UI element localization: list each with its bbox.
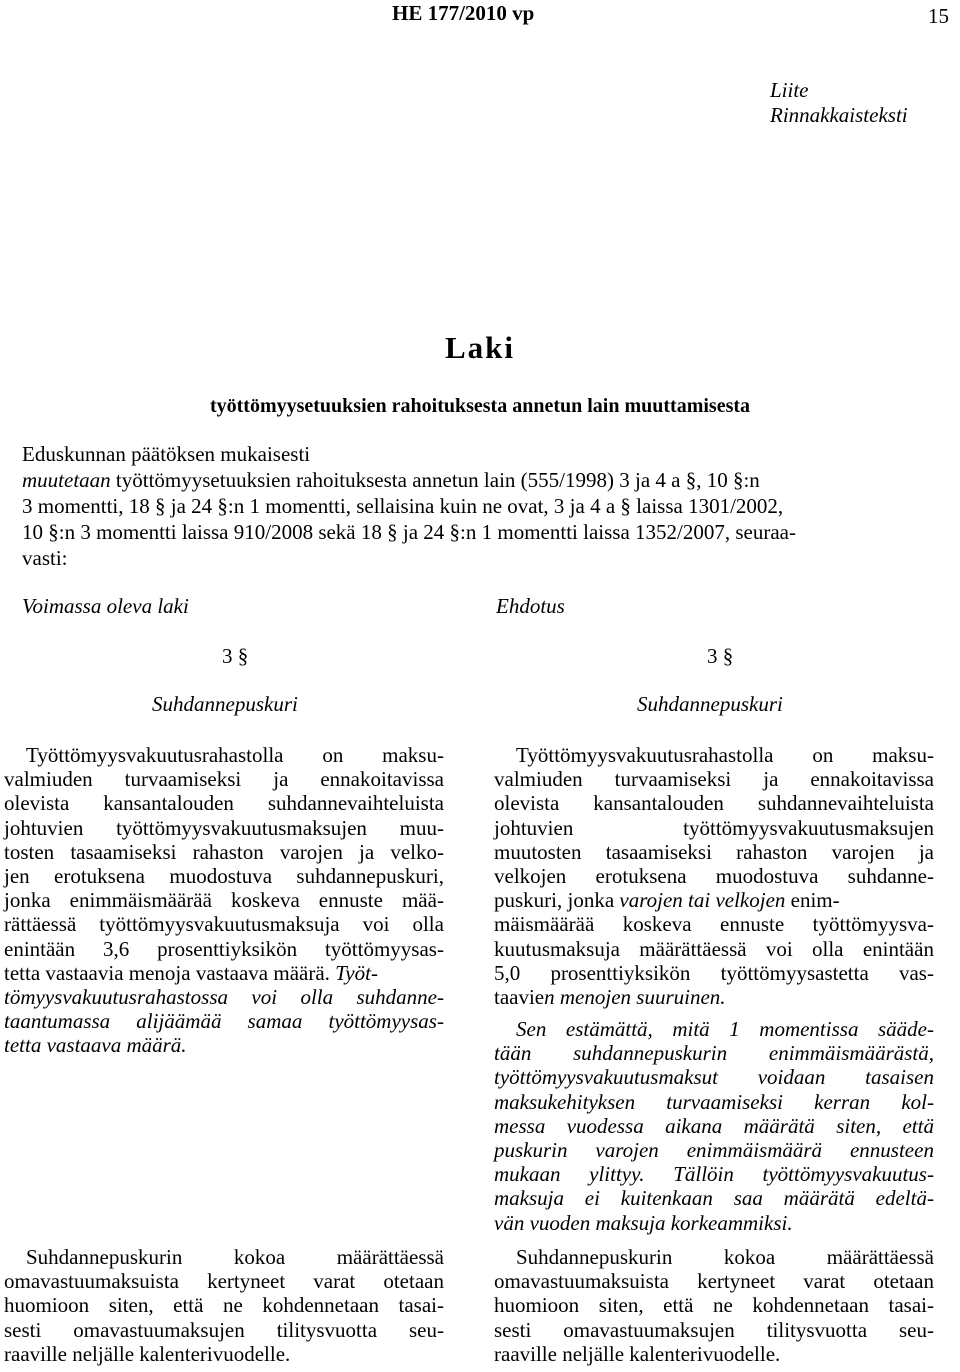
text-line <box>4 1009 444 1033</box>
text-run: raaville neljälle kalenterivuodelle. <box>494 1341 781 1366</box>
text-run: mäismäärää koskeva ennuste työttömyysva- <box>494 912 934 937</box>
text-line <box>494 937 934 961</box>
text-run: olevista kansantalouden suhdannevaihteluista <box>4 791 444 816</box>
text-run: varojen tai velkojen <box>619 888 786 913</box>
text-line <box>4 1269 444 1293</box>
text-line <box>4 840 444 864</box>
preamble-italic: muutetaan <box>22 468 111 492</box>
text-line <box>4 937 444 961</box>
text-run: jonka enimmäismäärää koskeva ennuste mää- <box>4 888 444 913</box>
text-run: sesti omavastuumaksujen tilitysvuotta seu- <box>494 1317 934 1342</box>
text-run: omavastuumaksuista kertyneet varat otetaan <box>494 1269 934 1294</box>
text-line <box>494 1065 934 1089</box>
text-run: olevista kansantalouden suhdannevaihteluista <box>494 791 934 816</box>
text-line <box>494 1293 934 1317</box>
text-run: maksukehityksen turvaamiseksi kerran kol- <box>494 1089 934 1114</box>
text-run: Sen estämättä, mitä 1 momentissa sääde- <box>516 1017 934 1041</box>
preamble-line <box>22 467 956 493</box>
text-run: velkojen erotuksena muodostuva suhdanne- <box>494 863 934 888</box>
text-line <box>494 1211 934 1235</box>
text-run: tetta vastaavia menoja vastaava määrä. <box>4 960 330 985</box>
text-run: tömyysvakuutusrahastossa voi olla suhdanne- <box>4 984 444 1009</box>
text-line <box>494 1342 934 1366</box>
text-run: taantumassa alijäämää samaa työttömyysas- <box>4 1009 444 1034</box>
text-run: omavastuumaksuista kertyneet varat otetaan <box>4 1269 444 1294</box>
left-column-title: Voimassa oleva laki <box>22 594 189 618</box>
annex-label <box>770 78 908 128</box>
text-line <box>4 767 444 791</box>
text-line <box>4 1245 444 1269</box>
text-line <box>494 1138 934 1162</box>
text-run: taavie <box>494 984 545 1009</box>
annex-line-2: Rinnakkaisteksti <box>770 103 908 127</box>
text-run: sesti omavastuumaksujen tilitysvuotta seu- <box>4 1317 444 1342</box>
text-run: huomioon siten, että ne kohdennetaan tasai- <box>4 1293 444 1318</box>
text-line <box>494 791 934 815</box>
text-run: 5,0 prosenttiyksikön työttömyysastetta vas- <box>494 960 934 985</box>
text-run: Työt- <box>329 960 378 985</box>
text-run: mukaan ylittyy. Tällöin työttömyysvakuutus- <box>494 1162 934 1187</box>
text-run: rättäessä työttömyysvakuutusmaksuja voi olla <box>4 912 444 937</box>
text-line <box>494 1041 934 1065</box>
text-line <box>494 816 934 840</box>
text-line <box>494 888 934 912</box>
text-run: muutosten tasaamiseksi rahaston varojen ja <box>494 839 934 864</box>
text-run: tosten tasaamiseksi rahaston varojen ja velko- <box>4 839 444 864</box>
right-column-title: Ehdotus <box>496 594 565 618</box>
right-section-heading: Suhdannepuskuri <box>637 692 783 716</box>
text-run: kuutusmaksuja määrättäessä voi olla enintään <box>494 936 934 961</box>
left-section-number: 3 § <box>222 644 249 668</box>
text-run: n menojen suuruinen. <box>544 984 726 1009</box>
text-line <box>4 1318 444 1342</box>
preamble-text: työttömyysetuuksien rahoituksesta annetun lain (555/1998) 3 ja 4 a §, 10 §:n <box>110 468 760 492</box>
text-line <box>494 961 934 985</box>
right-paragraph-3 <box>494 1245 934 1366</box>
text-line <box>4 864 444 888</box>
text-line <box>494 864 934 888</box>
page-number: 15 <box>928 4 949 28</box>
text-run: enintään 3,6 prosenttiyksikön työttömyysas- <box>4 936 444 961</box>
text-run: messa vuodessa aikana määrätä siten, että <box>494 1113 934 1138</box>
text-line <box>4 888 444 912</box>
text-run: huomioon siten, että ne kohdennetaan tasai- <box>494 1293 934 1318</box>
text-run: puskuri, jonka <box>494 888 620 913</box>
text-run: raaville neljälle kalenterivuodelle. <box>4 1341 291 1366</box>
text-run: jen erotuksena muodostuva suhdannepuskuri, <box>4 863 444 888</box>
text-line <box>494 985 934 1009</box>
preamble <box>22 441 956 571</box>
text-run: valmiuden turvaamiseksi ja ennakoitavissa <box>494 767 934 792</box>
text-line <box>494 743 934 767</box>
text-run: Suhdannepuskurin kokoa määrättäessä <box>26 1245 444 1269</box>
text-run: johtuvien työttömyysvakuutusmaksujen <box>494 815 934 840</box>
text-run: vän vuoden maksuja korkeammiksi. <box>494 1210 793 1235</box>
text-run: Suhdannepuskurin kokoa määrättäessä <box>516 1245 934 1269</box>
text-line <box>494 1318 934 1342</box>
text-run: Työttömyysvakuutusrahastolla on maksu- <box>26 743 444 767</box>
text-line <box>494 1186 934 1210</box>
text-line <box>494 767 934 791</box>
text-run: puskurin varojen enimmäismäärä ennusteen <box>494 1137 934 1162</box>
text-line <box>4 1033 444 1057</box>
text-line <box>494 1114 934 1138</box>
text-run: tään suhdannepuskurin enimmäismäärästä, <box>494 1041 934 1066</box>
law-subtitle: työttömyysetuuksien rahoituksesta annetun lain muuttamisesta <box>209 395 751 417</box>
text-line <box>494 1162 934 1186</box>
text-line <box>494 1017 934 1041</box>
right-section-number: 3 § <box>707 644 734 668</box>
text-line <box>494 912 934 936</box>
text-run: johtuvien työttömyysvakuutusmaksujen muu- <box>4 815 444 840</box>
text-line <box>4 816 444 840</box>
document-reference: HE 177/2010 vp <box>392 1 535 25</box>
annex-line-1: Liite <box>770 78 809 102</box>
text-line <box>494 840 934 864</box>
text-run: työttömyysvakuutusmaksut voidaan tasaisen <box>494 1065 934 1090</box>
text-run: valmiuden turvaamiseksi ja ennakoitavissa <box>4 767 444 792</box>
text-run: enim- <box>785 888 840 913</box>
text-line <box>494 1269 934 1293</box>
text-line <box>494 1245 934 1269</box>
preamble-line: vasti: <box>22 546 68 570</box>
text-line <box>4 961 444 985</box>
preamble-line: Eduskunnan päätöksen mukaisesti <box>22 442 311 466</box>
text-run: tetta vastaava määrä. <box>4 1033 187 1058</box>
text-run: maksuja ei kuitenkaan saa määrätä edeltä- <box>494 1186 934 1211</box>
text-line <box>4 791 444 815</box>
text-line <box>4 912 444 936</box>
left-section-heading: Suhdannepuskuri <box>152 692 298 716</box>
text-line <box>4 1342 444 1366</box>
text-run: Työttömyysvakuutusrahastolla on maksu- <box>516 743 934 767</box>
left-paragraph-1 <box>4 743 444 1057</box>
preamble-line: 10 §:n 3 momentti laissa 910/2008 sekä 18 § ja 24 §:n 1 momentti laissa 1352/2007, seuraa- <box>22 520 796 544</box>
left-paragraph-2 <box>4 1245 444 1366</box>
law-title: Laki <box>444 330 516 365</box>
preamble-line: 3 momentti, 18 § ja 24 §:n 1 momentti, sellaisina kuin ne ovat, 3 ja 4 a § laissa 1301/2002, <box>22 494 784 518</box>
right-paragraph-1 <box>494 743 934 1009</box>
text-line <box>4 985 444 1009</box>
text-line <box>494 1090 934 1114</box>
text-line <box>4 1293 444 1317</box>
right-paragraph-2 <box>494 1017 934 1235</box>
text-line <box>4 743 444 767</box>
